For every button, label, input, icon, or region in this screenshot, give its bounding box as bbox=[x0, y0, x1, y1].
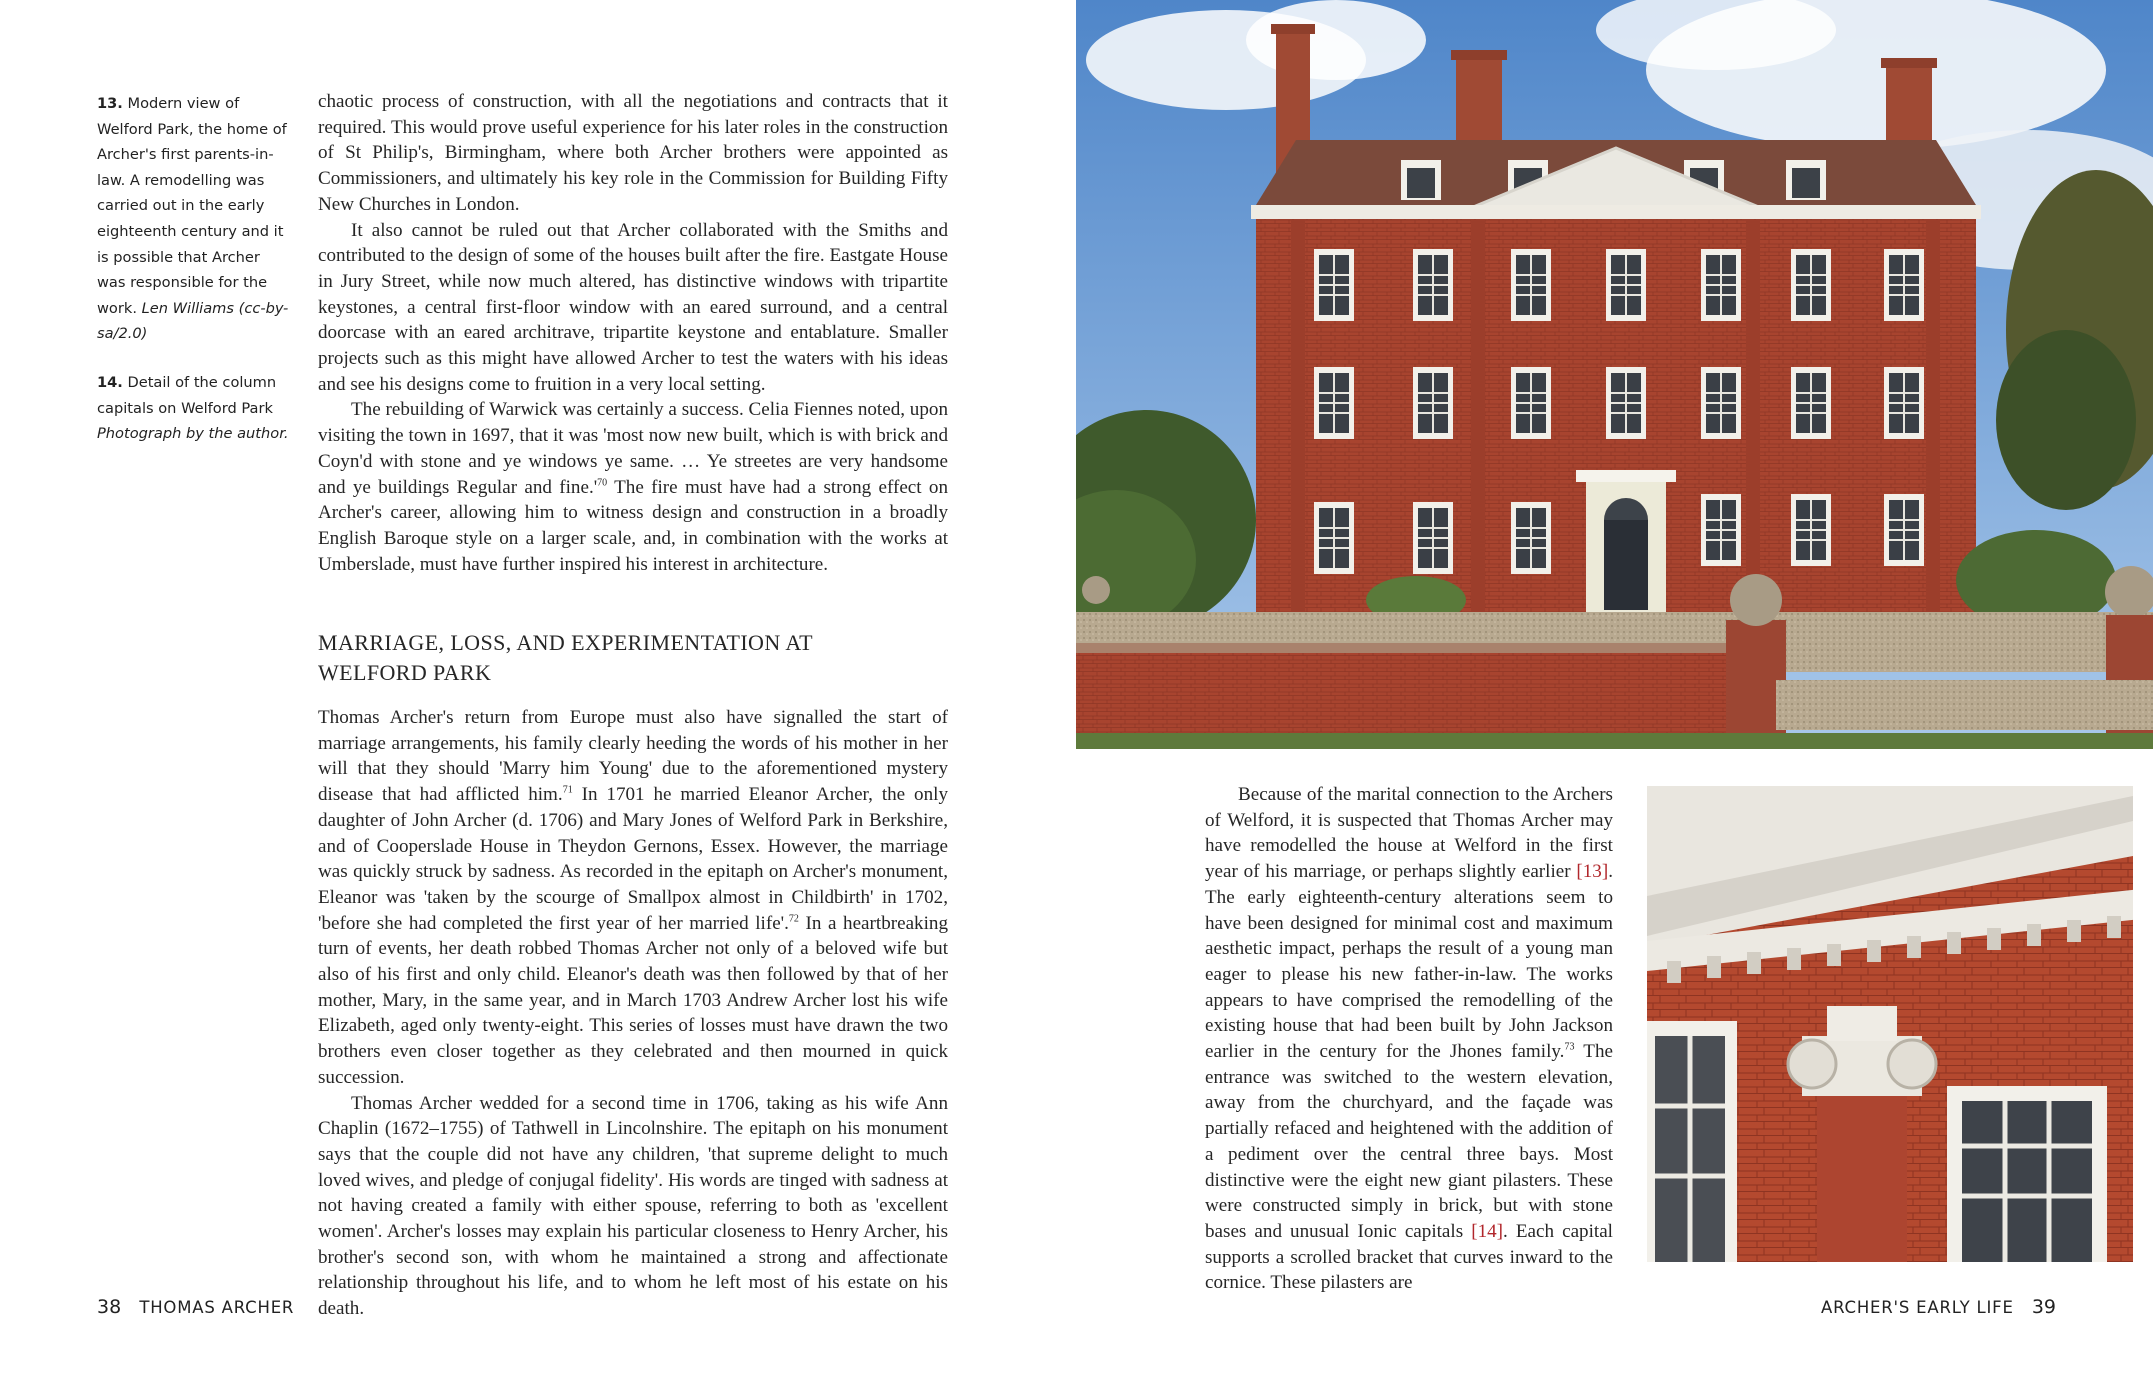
welford-park-photo bbox=[1076, 0, 2153, 749]
caption-text: Detail of the column capitals on Welford Park bbox=[97, 373, 277, 417]
text-run: The rebuilding of Warwick was certainly a success. Celia Fiennes noted, upon visiting the town in 1697, that it was 'most now new built, which is with brick and Coyn'd with stone and ye windows ye same. … Ye streetes are very handsome and ye buildings Regular and fine.' bbox=[318, 399, 948, 498]
left-folio bbox=[97, 1296, 294, 1318]
body-text-column bbox=[1205, 782, 1613, 1296]
caption-credit: Photograph by the author. bbox=[97, 425, 289, 443]
figure-captions bbox=[97, 91, 291, 470]
caption-text: Modern view of Welford Park, the home of Archer's first parents-in-law. A remodelling was carried out in the early eighteenth century and it is possible that Archer was responsible for the work. bbox=[97, 95, 287, 317]
body-text-column bbox=[318, 705, 948, 1322]
text-run: Thomas Archer's return from Europe must also have signalled the start of marriage arrangements, his family clearly heeding the words of his mother in her will that they should 'Marry him Young' due to the aforementioned mystery disease that had afflicted him. bbox=[318, 707, 948, 806]
right-folio bbox=[1821, 1296, 2056, 1318]
section-heading bbox=[318, 628, 948, 688]
footnote-marker: 70 bbox=[597, 477, 608, 489]
text-run: In 1701 he married Eleanor Archer, the only daughter of John Archer (d. 1706) and Mary Jones of Welford Park in Berkshire, and of Cooperslade House in Theydon Gernons, Essex. However, the marriage was quickly struck by sadness. As recorded in the epitaph on Archer's monument, Eleanor was 'taken by the scourge of Smallpox almost in Childbirth' in 1702, 'before she had completed the first year of her married life'. bbox=[318, 784, 948, 934]
caption-number: 14. bbox=[97, 373, 123, 391]
footnote-marker: 71 bbox=[562, 784, 573, 796]
text-run: Because of the marital connection to the Archers of Welford, it is suspected that Thomas Archer may have remodelled the house at Welford in the first year of his marriage, or perhaps slightly earlier bbox=[1205, 784, 1613, 883]
text-run: Thomas Archer wedded for a second time in 1706, taking as his wife Ann Chaplin (1672–1755) of Tathwell in Lincolnshire. The epitaph on his monument says that the couple did not have any children, 'that supreme delight to much loved wives, and pledge of conjugal fidelity'. His words are tinged with sadness at not having created a family with either spouse, referring to both as 'excellent women'. Archer's losses may explain his particular closeness to Henry Archer, his brother's second son, with whom he maintained a strong and affectionate relationship throughout his life, and to whom he left most of his estate on his death. bbox=[318, 1092, 948, 1320]
paragraph bbox=[318, 218, 948, 398]
caption-14 bbox=[97, 370, 291, 447]
figure-reference: [14] bbox=[1471, 1220, 1504, 1242]
running-head: THOMAS ARCHER bbox=[139, 1298, 295, 1317]
footnote-marker: 72 bbox=[788, 913, 799, 925]
text-run: In a heartbreaking turn of events, her death robbed Thomas Archer not only of a beloved wife but also of his first and only child. Eleanor's death was then followed by that of her mother, Mary, in the same year, and in March 1703 Andrew Archer lost his wife Elizabeth, aged only twenty-eight. This series of losses must have drawn the two brothers even closer together as they celebrated and then mourned in quick succession. bbox=[318, 912, 948, 1088]
text-run: . Each capital supports a scrolled bracket that curves inward to the cornice. These pilasters are bbox=[1205, 1220, 1613, 1294]
page-number: 39 bbox=[2031, 1296, 2056, 1318]
paragraph bbox=[318, 89, 948, 218]
text-run: The entrance was switched to the western elevation, away from the churchyard, and the façade was partially refaced and heightened with the addition of a pediment over the central three bays. Most distinctive were the eight new giant pilasters. These were constructed simply in brick, but with stone bases and unusual Ionic capitals bbox=[1205, 1041, 1613, 1242]
right-page bbox=[1076, 0, 2153, 1400]
figure-reference: [13] bbox=[1576, 861, 1609, 883]
paragraph bbox=[318, 705, 948, 1091]
heading-line: WELFORD PARK bbox=[318, 660, 492, 685]
caption-credit: Len Williams (cc-by-sa/2.0) bbox=[97, 299, 289, 343]
caption-number: 13. bbox=[97, 95, 123, 112]
left-page bbox=[0, 0, 1076, 1400]
heading-line: MARRIAGE, LOSS, AND EXPERIMENTATION AT bbox=[318, 630, 814, 655]
footnote-marker: 73 bbox=[1564, 1041, 1575, 1053]
text-run: It also cannot be ruled out that Archer collaborated with the Smiths and contributed to the design of some of the houses built after the fire. Eastgate House in Jury Street, while now much altered, has distinctive windows with tripartite keystones, a central first-floor window with an eared surround, and a central doorcase with an eared architrave, tripartite keystone and entablature. Smaller projects such as this might have allowed Archer to test the waters with his ideas and see his designs come to fruition in a very local setting. bbox=[318, 219, 948, 395]
body-text-column bbox=[318, 89, 948, 577]
column-capital-photo bbox=[1647, 786, 2133, 1262]
text-run: . The early eighteenth-century alterations seem to have been designed for minimal cost and maximum aesthetic impact, perhaps the result of a young man eager to please his new father-in-law. The works appears to have comprised the remodelling of the existing house that had been built by John Jackson earlier in the century for the Jhones family. bbox=[1205, 861, 1613, 1063]
paragraph bbox=[1205, 782, 1613, 1296]
caption-13 bbox=[97, 91, 291, 347]
running-head: ARCHER'S EARLY LIFE bbox=[1820, 1298, 2014, 1317]
text-run: chaotic process of construction, with all the negotiations and contracts that it required. This would prove useful experience for his later roles in the construction of St Philip's, Birmingham, where both Archer brothers were appointed as Commissioners, and ultimately his key role in the Commission for Building Fifty New Churches in London. bbox=[318, 91, 948, 215]
text-run: The fire must have had a strong effect on Archer's career, allowing him to witness design and construction in a broadly English Baroque style on a larger scale, and, in combination with the works at Umberslade, must have further inspired his interest in architecture. bbox=[318, 476, 948, 575]
paragraph bbox=[318, 397, 948, 577]
paragraph bbox=[318, 1091, 948, 1322]
page-number: 38 bbox=[97, 1296, 122, 1318]
